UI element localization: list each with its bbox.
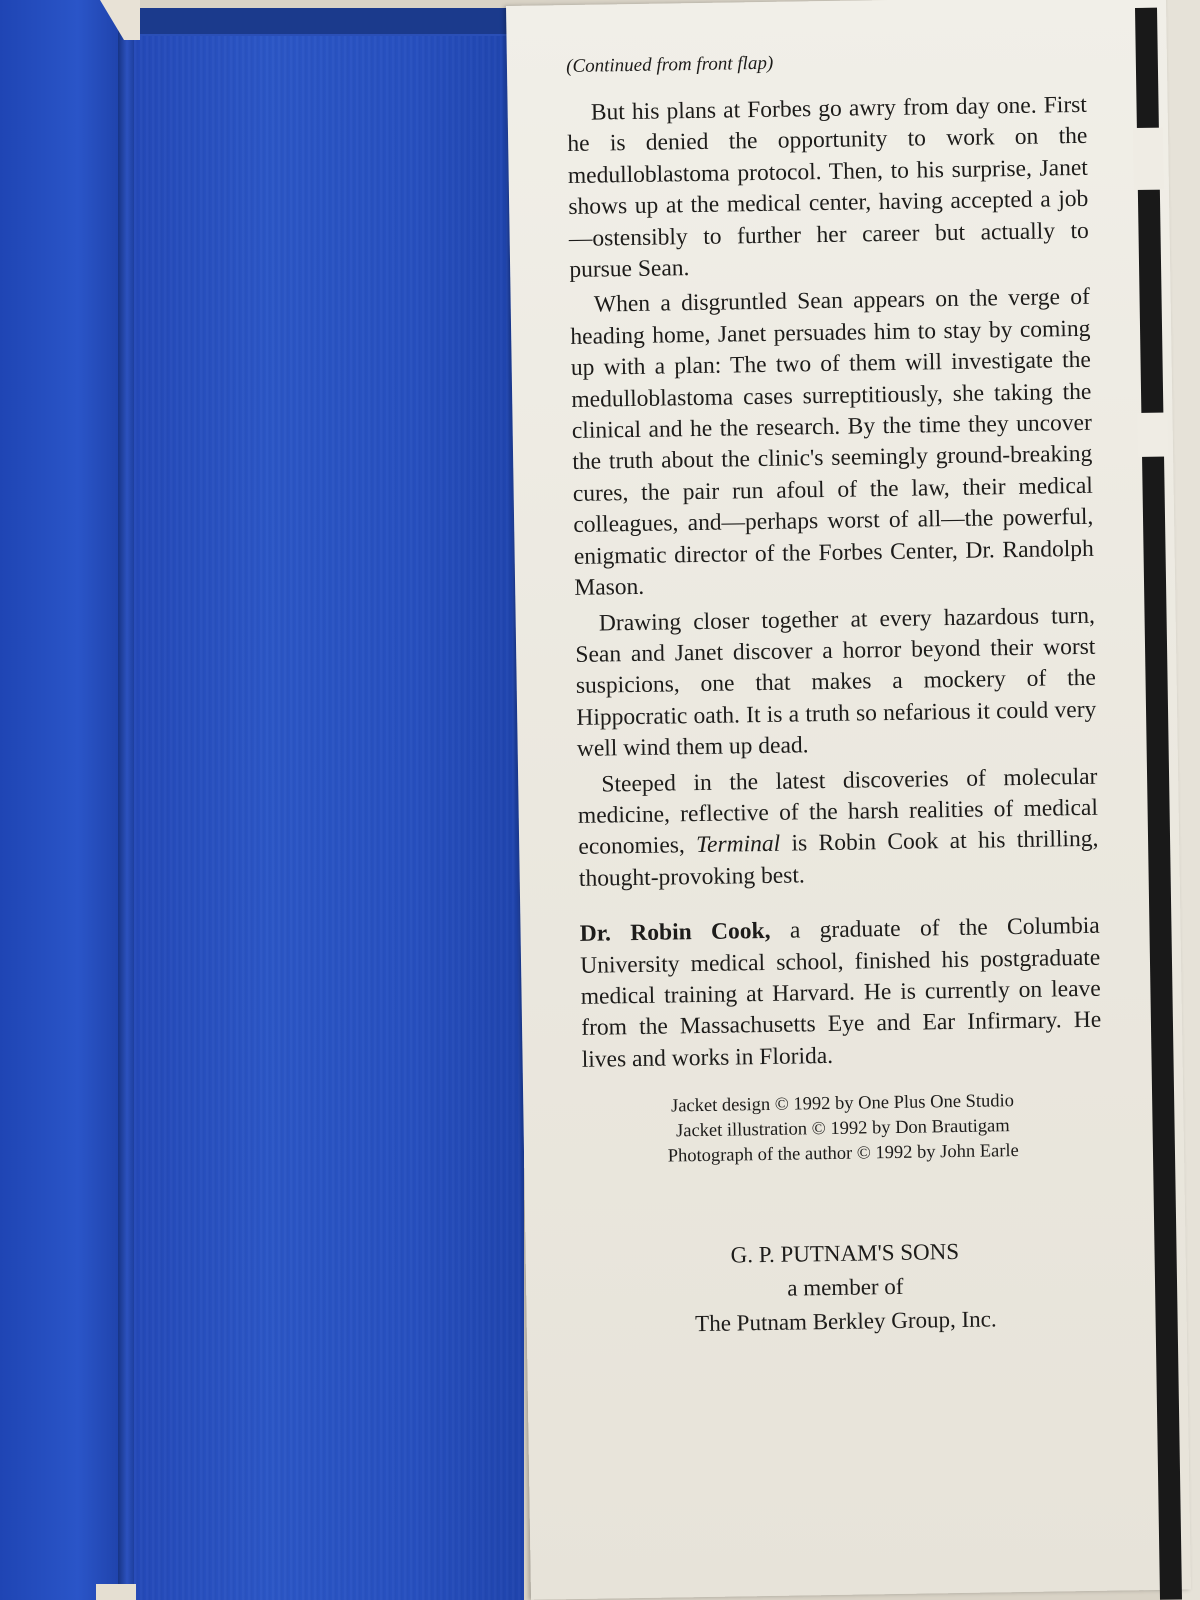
flap-paragraph-1: But his plans at Forbes go awry from day one. First he is denied the opportunity to work on the medulloblastoma protocol. Then, to his surprise, Janet shows up at the medical center, having accepted a job—ostensibly to further her career but actually to pursue Sean. bbox=[567, 91, 1090, 284]
author-bio bbox=[580, 911, 1102, 1076]
publisher-name: G. P. PUTNAM'S SONS bbox=[730, 1239, 960, 1268]
flap-paragraph-3: Drawing closer together at every hazardous turn, Sean and Janet discover a horror beyond their worst suspicions, one that makes a mockery of the Hippocratic oath. It is a truth so nefarious it could very well wind them up dead. bbox=[575, 602, 1097, 763]
publisher-block bbox=[585, 1233, 1107, 1343]
edge-strip-gap-1 bbox=[1133, 128, 1164, 190]
flap-paragraph-4 bbox=[577, 761, 1099, 895]
credit-author-photo: Photograph of the author © 1992 by John Earle bbox=[667, 1141, 1019, 1167]
author-bio-text: a graduate of the Columbia University medical school, finished his postgraduate medical training at Harvard. He is currently on leave from the Massachusetts Eye and Ear Infirmary. He lives and works in Florida. bbox=[580, 912, 1102, 1073]
continued-note: (Continued from front flap) bbox=[566, 52, 774, 77]
jacket-credits bbox=[582, 1088, 1103, 1171]
credit-jacket-illustration: Jacket illustration © 1992 by Don Brautigam bbox=[675, 1116, 1010, 1142]
background-corner-bottom bbox=[96, 1584, 136, 1600]
paragraph-4-start: Steeped in the latest discoveries of molecular medicine, reflective of the harsh realities of medical economies, bbox=[577, 763, 1099, 861]
publisher-group: The Putnam Berkley Group, Inc. bbox=[694, 1306, 997, 1337]
flap-text bbox=[566, 48, 1106, 1343]
board-top-edge bbox=[138, 8, 510, 36]
cloth-texture bbox=[134, 20, 524, 1600]
blue-cloth-board-left bbox=[0, 0, 130, 1600]
edge-strip-gap-2 bbox=[1137, 413, 1168, 457]
paragraph-4-end: is Robin Cook at his thrilling, thought-provoking best. bbox=[578, 826, 1099, 892]
flap-paragraph-2: When a disgruntled Sean appears on the verge of heading home, Janet persuades him to stay by coming up with a plan: The two of them will investigate the medulloblastoma cases surreptitiously, she taking the clinical and he the research. By the time they uncover the truth about the clinic's seemingly ground-breaking cures, the pair run afoul of the law, their medical colleagues, and—perhaps worst of all—the powerful, enigmatic director of the Forbes Center, Dr. Randolph Mason. bbox=[570, 284, 1095, 602]
author-name: Dr. Robin Cook, bbox=[579, 918, 771, 948]
book-title: Terminal bbox=[695, 831, 781, 859]
publisher-member-of: a member of bbox=[787, 1274, 904, 1301]
credit-jacket-design: Jacket design © 1992 by One Plus One Studio bbox=[670, 1091, 1015, 1117]
